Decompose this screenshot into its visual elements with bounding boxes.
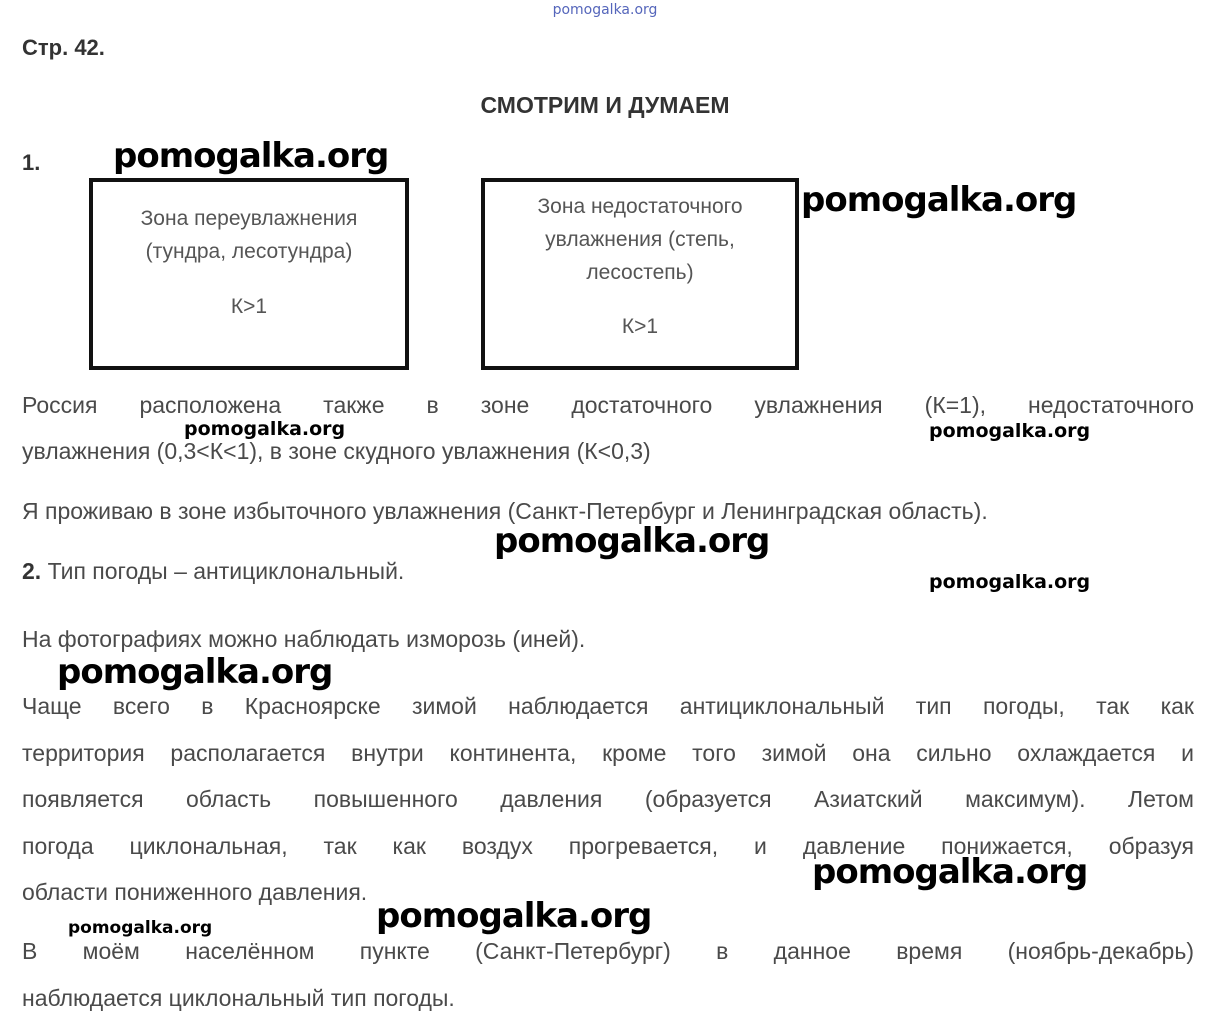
watermark-10: pomogalka.org — [376, 896, 652, 936]
residence-zone-text: Я проживаю в зоне избыточного увлажнения (Санкт-Петербург и Ленинградская область). — [22, 498, 988, 524]
watermark-1: pomogalka.org — [113, 136, 389, 176]
watermark-5: pomogalka.org — [494, 521, 770, 561]
watermark-8: pomogalka.org — [812, 852, 1088, 892]
zone-box-insufficient-line2: увлажнения (степь, — [545, 228, 735, 251]
watermark-9: pomogalka.org — [68, 918, 213, 938]
section-heading: СМОТРИМ И ДУМАЕМ — [480, 92, 730, 118]
task-2-number: 2. — [22, 558, 42, 584]
moisture-zones-line2: увлажнения (0,3<К<1), в зоне скудного увлажнения (К<0,3) — [22, 438, 651, 464]
watermark-4: pomogalka.org — [929, 420, 1091, 442]
zone-box-insufficient-line1: Зона недостаточного — [537, 195, 743, 218]
zone-box-insufficient-k: К>1 — [621, 315, 659, 338]
weather-type-text: Тип погоды – антициклональный. — [47, 558, 405, 584]
zone-box-overmoist-k: К>1 — [230, 295, 268, 318]
page-number: Стр. 42. — [22, 35, 105, 60]
watermark-7: pomogalka.org — [57, 652, 333, 692]
task-1-number: 1. — [22, 150, 41, 175]
photo-observation-text: На фотографиях можно наблюдать изморозь (иней). — [22, 626, 586, 652]
watermark-2: pomogalka.org — [801, 180, 1077, 220]
zone-box-overmoist — [89, 178, 409, 370]
watermark-6: pomogalka.org — [929, 571, 1091, 593]
locality-paragraph-line1: В моём населённом пункте (Санкт-Петербург) в данное время (ноябрь-декабрь) — [22, 938, 1194, 964]
krasnoyarsk-paragraph-line4: погода циклональная, так как воздух прогревается, и давление понижается, образуя — [22, 833, 1194, 859]
watermark-3: pomogalka.org — [184, 418, 346, 440]
krasnoyarsk-paragraph-line3: появляется область повышенного давления (образуется Азиатский максимум). Летом — [22, 786, 1194, 812]
zone-box-overmoist-line2: (тундра, лесотундра) — [145, 240, 353, 263]
krasnoyarsk-paragraph-line2: территория располагается внутри континента, кроме того зимой она сильно охлаждается и — [22, 740, 1194, 766]
zone-box-insufficient-line3: лесостепь) — [586, 261, 694, 284]
zone-box-overmoist-line1: Зона переувлажнения — [140, 207, 358, 230]
krasnoyarsk-paragraph-line5: области пониженного давления. — [22, 879, 368, 905]
zone-box-insufficient — [481, 178, 799, 370]
top-watermark: pomogalka.org — [552, 2, 658, 18]
krasnoyarsk-paragraph-line1: Чаще всего в Красноярске зимой наблюдается антициклональный тип погоды, так как — [22, 693, 1194, 719]
locality-paragraph-line2: наблюдается циклональный тип погоды. — [22, 985, 455, 1011]
moisture-zones-line1: Россия расположена также в зоне достаточного увлажнения (К=1), недостаточного — [22, 392, 1194, 418]
